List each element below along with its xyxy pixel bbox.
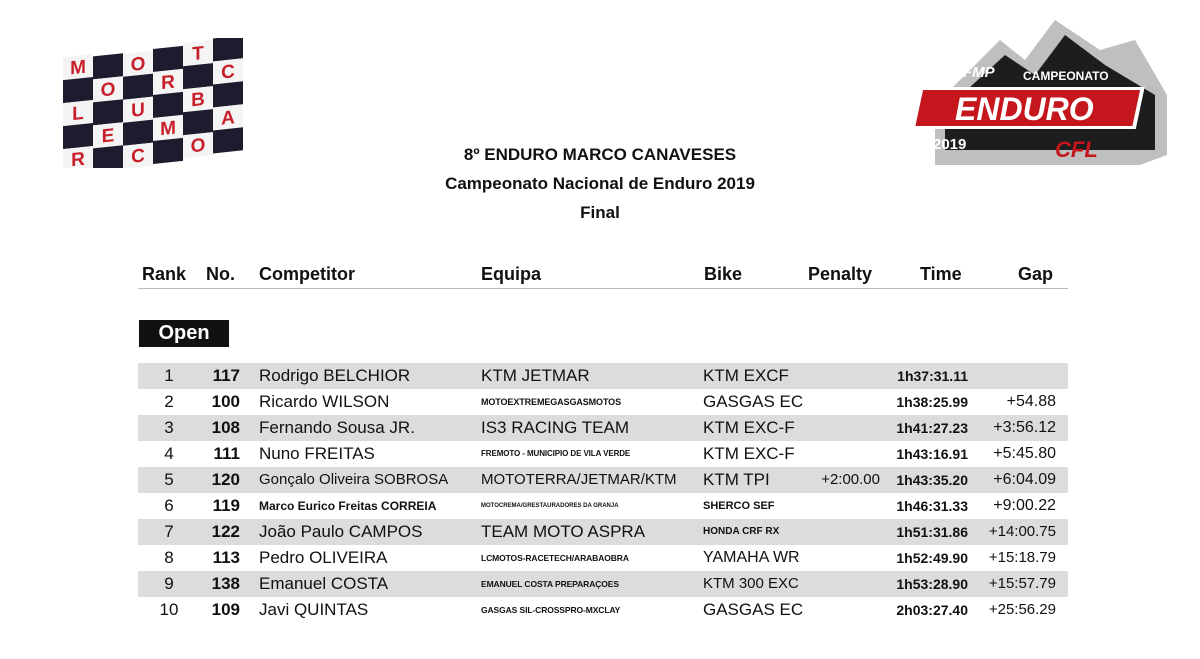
competitor-cell: Marco Eurico Freitas CORREIA [259,499,437,513]
rank-cell: 3 [164,418,174,437]
results-table-body [138,363,1068,623]
bike-cell: SHERCO SEF [703,500,775,512]
flag-letter: R [71,148,85,168]
year-mark: 2019 [933,136,967,153]
flag-letter: E [101,125,115,148]
flag-letter: C [131,145,145,168]
bike-cell: HONDA CRF RX [703,526,780,537]
results-table-header [138,262,1068,289]
number-cell: 138 [211,574,240,593]
number-cell: 117 [212,366,240,385]
time-cell: 1h46:31.33 [896,498,968,514]
flag-letter: C [221,61,235,84]
time-cell: 1h43:16.91 [896,446,968,462]
rank-cell: 2 [164,392,174,411]
number-cell: 109 [211,600,240,619]
flag-square [93,99,123,125]
rank-cell: 1 [164,366,174,385]
header-rank: Rank [142,264,187,284]
bike-cell: GASGAS EC [703,392,804,411]
header-bike: Bike [704,264,743,284]
flag-letter: M [70,56,86,80]
team-cell: LCMOTOS-RACETECH/ARABAOBRA [481,553,629,563]
competitor-cell: Fernando Sousa JR. [259,418,415,437]
number-cell: 120 [211,470,240,489]
rank-cell: 7 [164,522,174,541]
competitor-cell: Emanuel COSTA [259,574,389,593]
competitor-cell: Javi QUINTAS [259,600,369,619]
time-cell: 1h43:35.20 [896,472,968,488]
time-cell: 1h52:49.90 [896,550,968,566]
bike-cell: YAMAHA WR [703,549,800,566]
flag-square [63,77,93,103]
flag-square [153,92,183,118]
table-row [138,363,1068,389]
flag-square [183,63,213,89]
flag-letter: R [161,71,175,95]
class-badge-open: Open [139,320,229,347]
table-row [138,389,1068,415]
fmp-mark: FMP [963,64,995,81]
team-cell: MOTOTERRA/JETMAR/KTM [481,471,677,488]
number-cell: 122 [211,522,240,541]
flag-square [153,46,183,72]
results-stage: Final [580,203,620,222]
competitor-cell: Gonçalo Oliveira SOBROSA [259,471,449,488]
table-row [138,493,1068,519]
flag-square [183,109,213,135]
gap-cell: +3:56.12 [993,419,1056,436]
flag-letter: T [192,43,204,66]
team-cell: EMANUEL COSTA PREPARAÇOES [481,579,619,589]
gap-cell: +25:56.29 [988,601,1056,618]
flag-letter: U [131,99,145,122]
bike-cell: KTM EXC-F [703,444,795,463]
event-title: 8º ENDURO MARCO CANAVESES [463,145,737,164]
rank-cell: 10 [159,600,179,619]
number-cell: 111 [213,444,240,463]
flag-letter: L [72,103,84,126]
competitor-cell: Ricardo WILSON [259,392,390,411]
flag-letter: A [221,107,235,130]
flag-square [213,38,243,61]
penalty-cell: +2:00.00 [821,471,880,488]
team-cell: MOTOEXTREMEGASGASMOTOS [481,397,621,407]
bike-cell: KTM EXCF [703,366,789,385]
table-row [138,441,1068,467]
championship-title: Campeonato Nacional de Enduro 2019 [445,174,755,193]
team-cell: TEAM MOTO ASPRA [481,522,646,541]
bike-cell: GASGAS EC [703,600,804,619]
competitor-cell: João Paulo CAMPOS [259,522,423,541]
gap-cell: +14:00.75 [988,523,1056,540]
gap-cell: +5:45.80 [993,445,1056,462]
time-cell: 1h41:27.23 [896,420,968,436]
time-cell: 1h38:25.99 [896,394,968,410]
rank-cell: 5 [164,470,174,489]
table-row [138,415,1068,441]
time-cell: 1h53:28.90 [896,576,968,592]
competitor-cell: Pedro OLIVEIRA [259,548,388,567]
number-cell: 100 [211,392,240,411]
team-cell: MOTOCREMA/GRESTAURADORES DA GRANJA [481,503,619,509]
table-row [138,519,1068,545]
flag-square [123,120,153,146]
flag-square [213,81,243,107]
bike-cell: KTM EXC-F [703,418,795,437]
rank-cell: 9 [164,574,174,593]
enduro-wordmark: ENDURO [955,91,1094,127]
header-no: No. [206,264,235,284]
table-row [138,597,1068,623]
number-cell: 119 [212,496,240,515]
table-row [138,545,1068,571]
team-cell: KTM JETMAR [481,366,590,385]
flag-square [123,74,153,100]
header-team: Equipa [481,264,542,284]
gap-cell: +9:00.22 [993,497,1056,514]
bike-cell: KTM 300 EXC [703,575,799,592]
flag-letter: O [100,79,116,102]
campeonato-mark: CAMPEONATO [1023,69,1109,83]
time-cell: 1h51:31.86 [896,524,968,540]
flag-letter: O [130,53,146,76]
number-cell: 113 [212,548,240,567]
number-cell: 108 [211,418,240,437]
flag-letter: O [190,134,206,158]
competitor-cell: Rodrigo BELCHIOR [259,366,411,385]
header-time: Time [920,264,962,284]
bike-cell: KTM TPI [703,470,770,489]
team-cell: IS3 RACING TEAM [481,418,629,437]
table-row [138,571,1068,597]
gap-cell: +15:57.79 [988,575,1056,592]
time-cell: 2h03:27.40 [896,602,968,618]
rank-cell: 6 [164,496,174,515]
time-cell: 1h37:31.11 [897,368,968,384]
team-cell: GASGAS SIL-CROSSPRO-MXCLAY [481,605,621,615]
flag-letter: B [191,88,205,112]
gap-cell: +6:04.09 [993,471,1056,488]
cfl-mark: CFL [1055,137,1098,162]
team-cell: FREMOTO - MUNICIPIO DE VILA VERDE [481,449,631,458]
rank-cell: 4 [164,444,174,463]
header-gap: Gap [1018,264,1054,284]
gap-cell: +15:18.79 [988,549,1056,566]
gap-cell: +54.88 [1006,393,1056,410]
competitor-cell: Nuno FREITAS [259,444,375,463]
flag-letter: M [160,117,176,141]
rank-cell: 8 [164,548,174,567]
table-row [138,467,1068,493]
header-penalty: Penalty [808,264,873,284]
header-competitor: Competitor [259,264,355,284]
flag-square [93,53,123,79]
